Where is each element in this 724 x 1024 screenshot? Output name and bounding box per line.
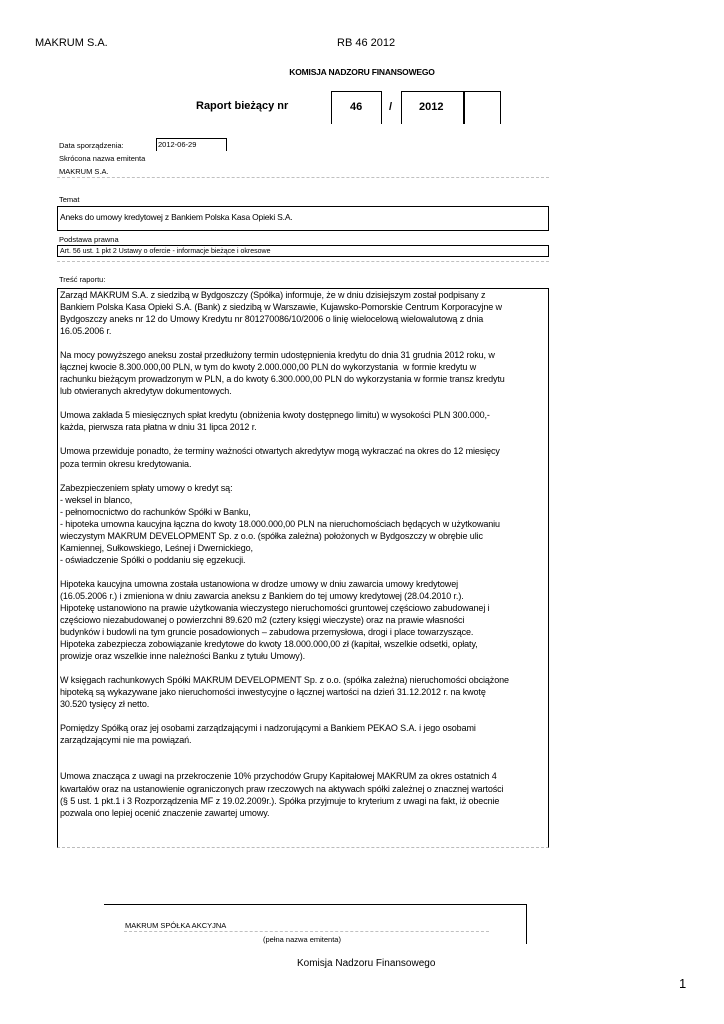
content-label: Treść raportu: xyxy=(59,275,106,284)
divider xyxy=(57,177,549,178)
report-content xyxy=(57,288,549,848)
header-report-code: RB 46 2012 xyxy=(337,37,396,49)
report-title: Raport bieżący nr xyxy=(196,100,289,112)
footer-line xyxy=(104,904,527,905)
topic-label: Temat xyxy=(59,195,80,204)
divider xyxy=(124,931,489,932)
page-number: 1 xyxy=(679,976,687,991)
issuer-short-label: Skrócona nazwa emitenta xyxy=(59,154,146,163)
content-paragraph: Umowa znacząca z uwagi na przekroczenie 10% przychodów Grupy Kapitałowej MAKRUM za okres ostatnich 4 kwartałów oraz na ustanowienie ograniczonych praw rzeczowych na aktywach spółki zależnej o znacznej wartości (§ 5 ust. 1 pkt.1 i 3 Rozporządzenia MF z 19.02.2009r.). Spółka przyjmuje to kryterium z uwagi na fakt, iż obecnie pozwala ono lepiej ocenić znaczenie zawartej umowy. xyxy=(60,771,504,818)
report-year: 2012 xyxy=(419,101,444,113)
content-paragraph: Hipoteka kaucyjna umowna została ustanowiona w drodze umowy w dniu zawarcia umowy kredytowej (16.05.2006 r.) i zmieniona w dniu zawarcia aneksu z Bankiem do tej umowy kredytowej (28.04.2010 r.). Hipotekę ustanowiono na prawie użytkowania wieczystego nieruchomości gruntowej częściowo zabudowanej i częściowo niezabudowanej o powierzchni 89.620 m2 (cztery księgi wieczyste) oraz na prawie własności budynków i budowli na tym gruncie posadowionych – zabudowa przemysłowa, drogi i place towarzyszące. Hipoteka zabezpiecza zobowiązanie kredytowe do kwoty 18.000.000,00 zł (kapitał, wszelkie odsetki, opłaty, prowizje oraz wszelkie inne należności Banku z tytułu Umowy). xyxy=(60,578,490,662)
content-paragraph: Pomiędzy Spółką oraz jej osobami zarządzającymi i nadzorującymi a Bankiem PEKAO S.A. i jego osobami zarządzającymi nie ma powiązań. xyxy=(60,723,476,746)
report-separator: / xyxy=(389,101,393,113)
content-paragraph: Umowa zakłada 5 miesięcznych spłat kredytu (obniżenia kwoty dostępnego limitu) w wysokości PLN 300.000,- każda, pierwsza rata płatna w dniu 31 lipca 2012 r. xyxy=(60,410,490,433)
issuer-full-label: (pełna nazwa emitenta) xyxy=(263,935,341,944)
commission-title: KOMISJA NADZORU FINANSOWEGO xyxy=(289,67,435,77)
legal-basis-label: Podstawa prawna xyxy=(59,235,119,244)
content-paragraph: Na mocy powyższego aneksu został przedłużony termin udostępnienia kredytu do dnia 31 grudnia 2012 roku, w łącznej kwocie 8.300.000,00 PLN, w tym do kwoty 2.000.000,00 PLN do wykorzystania w formie kredytu w rachunku bieżącym prowadzonym w PLN, a do kwoty 6.300.000,00 PLN do wykorzystania w formie transz kredytu lub otwieranych akredytyw dokumentowych. xyxy=(60,350,505,397)
header-company: MAKRUM S.A. xyxy=(35,37,108,49)
footer-vline xyxy=(526,904,527,944)
issuer-full-value: MAKRUM SPÓŁKA AKCYJNA xyxy=(125,921,227,930)
topic-value: Aneks do umowy kredytowej z Bankiem Polska Kasa Opieki S.A. xyxy=(57,206,549,231)
content-paragraph: W księgach rachunkowych Spółki MAKRUM DEVELOPMENT Sp. z o.o. (spółka zależna) nieruchomości obciążone hipoteką są wykazywane jako nieruchomości inwestycyjne o łącznej wartości na dzień 31.12.2012 r. na kwotę 30.520 tysięcy zł netto. xyxy=(60,675,509,710)
content-paragraph: Umowa przewiduje ponadto, że terminy ważności otwartych akredytyw mogą wykraczać na okres do 12 miesięcy poza termin okresu kredytowania. xyxy=(60,446,500,469)
report-extra-box xyxy=(464,91,501,124)
content-paragraph: Zabezpieczeniem spłaty umowy o kredyt są: - weksel in blanco, - pełnomocnictwo do rachunków Spółki w Banku, - hipoteka umowna kaucyjna łączna do kwoty 18.000.000,00 PLN na nieruchomościach będących w użytkowaniu wieczystym MAKRUM DEVELOPMENT Sp. z o.o. (spółka zależna) położonych w Bydgoszczy w obrębie ulic Kamiennej, Sułkowskiego, Leśnej i Dwernickiego, - oświadczenie Spółki o poddaniu się egzekucji. xyxy=(60,482,500,565)
legal-basis-value: Art. 56 ust. 1 pkt 2 Ustawy o ofercie - informacje bieżące i okresowe xyxy=(57,245,549,257)
report-number: 46 xyxy=(350,101,363,113)
date-label: Data sporządzenia: xyxy=(59,141,124,150)
divider xyxy=(57,261,549,262)
content-paragraph: Zarząd MAKRUM S.A. z siedzibą w Bydgoszczy (Spółka) informuje, że w dniu dzisiejszym został podpisany z Bankiem Polska Kasa Opieki S.A. (Bank) z siedzibą w Warszawie, Kujawsko-Pomorskie Centrum Korporacyjne w Bydgoszczy aneks nr 12 do Umowy Kredytu nr 801270086/10/2006 o linię wielocelową wielowalutową z dnia 16.05.2006 r. xyxy=(60,290,502,337)
issuer-short-value: MAKRUM S.A. xyxy=(59,167,109,176)
footer-commission: Komisja Nadzoru Finansowego xyxy=(297,958,436,969)
date-value: 2012-06-29 xyxy=(156,138,227,151)
